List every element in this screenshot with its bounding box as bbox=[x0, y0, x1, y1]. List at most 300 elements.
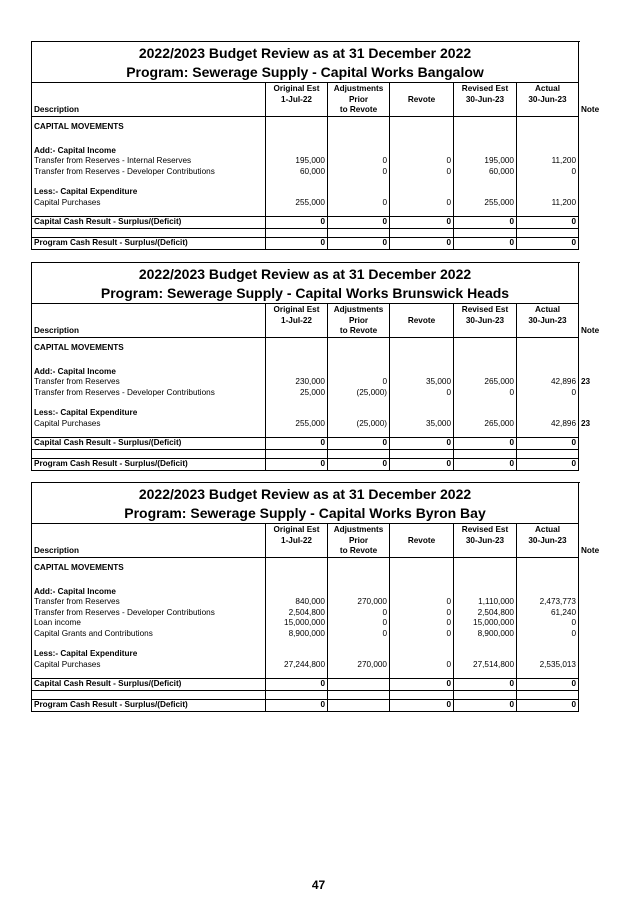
capital-cash-result-label: Capital Cash Result - Surplus/(Deficit) bbox=[32, 217, 266, 229]
line-item-adj: 0 bbox=[328, 198, 390, 209]
column-header-actual bbox=[517, 524, 579, 558]
line-item-revote: 0 bbox=[390, 198, 454, 209]
blank-cell bbox=[390, 177, 454, 187]
capital-movements-heading: CAPITAL MOVEMENTS bbox=[32, 116, 266, 140]
line-item-description: Transfer from Reserves - Developer Contributions bbox=[32, 167, 266, 178]
blank-cell bbox=[454, 187, 517, 198]
line-item-row bbox=[32, 597, 579, 608]
blank-cell bbox=[328, 208, 390, 217]
column-header-original-est-line: 1-Jul-22 bbox=[281, 315, 312, 325]
blank-cell bbox=[328, 367, 390, 378]
blank-cell bbox=[266, 116, 328, 140]
line-item-revote: 35,000 bbox=[390, 377, 454, 388]
column-header-original-est bbox=[266, 524, 328, 558]
capital-cash-result-revised: 0 bbox=[454, 217, 517, 229]
blank-cell bbox=[266, 208, 328, 217]
capital-cash-result-adj: 0 bbox=[328, 438, 390, 450]
program-cash-result-revised: 0 bbox=[454, 459, 517, 471]
line-item-actual: 11,200 bbox=[517, 156, 579, 167]
blank-cell bbox=[454, 177, 517, 187]
line-item-revote: 0 bbox=[390, 156, 454, 167]
capital-cash-result-actual: 0 bbox=[517, 438, 579, 450]
capital-cash-result-revote: 0 bbox=[390, 438, 454, 450]
line-item-adj: (25,000) bbox=[328, 419, 390, 430]
program-cash-result-label: Program Cash Result - Surplus/(Deficit) bbox=[32, 700, 266, 712]
blank-cell bbox=[517, 649, 579, 660]
blank-cell bbox=[390, 649, 454, 660]
line-item-row bbox=[32, 618, 579, 629]
line-item-orig: 27,244,800 bbox=[266, 660, 328, 671]
line-item-orig: 255,000 bbox=[266, 198, 328, 209]
blank-cell bbox=[328, 450, 390, 459]
blank-cell bbox=[328, 587, 390, 598]
line-item-revised: 27,514,800 bbox=[454, 660, 517, 671]
blank-cell bbox=[517, 146, 579, 157]
blank-cell bbox=[454, 557, 517, 581]
blank-cell bbox=[266, 639, 328, 649]
column-header-actual bbox=[517, 83, 579, 117]
column-header-original-est-line: Original Est bbox=[273, 84, 320, 93]
blank-cell bbox=[390, 187, 454, 198]
blank-cell bbox=[390, 691, 454, 700]
budget-table: 2022/2023 Budget Review as at 31 December 2022 Program: Sewerage Supply - Capital Works Bangalow Description Original Est 1-Jul-22 Adjustments Prior to Revote Revote Revised Est 30-Jun-23 Actual 30-Jun-23 Note CAPITAL MOVEMENTS Add:- Capital Income Transfer from Reserves - Internal Reserves 195,000 0 0 195,000 11,200 Transfer from Reserves - Developer Contributions 60,000 0 0 60,000 0 Less:- Capital Expenditure Capital Purchases 255,000 0 0 255,000 11,200 Capital Cash Result - Surplus/(Deficit) 0 0 0 0 0 Program Cash Result - Surplus/(Deficit) 0 0 0 0 0 bbox=[31, 41, 579, 250]
blank-cell bbox=[328, 691, 390, 700]
blank-cell bbox=[32, 229, 266, 238]
program-cash-result-adj: 0 bbox=[328, 238, 390, 250]
line-item-description: Capital Purchases bbox=[32, 198, 266, 209]
blank-cell bbox=[328, 639, 390, 649]
blank-cell bbox=[328, 177, 390, 187]
blank-cell bbox=[266, 429, 328, 438]
column-header-revised-est bbox=[454, 304, 517, 338]
line-item-row bbox=[32, 388, 579, 399]
line-item-row: Transfer from Reserves 230,000 0 35,000 265,000 42,896 23 bbox=[32, 377, 579, 388]
blank-cell bbox=[266, 367, 328, 378]
column-header-original-est-line: 1-Jul-22 bbox=[281, 535, 312, 545]
blank-cell bbox=[266, 691, 328, 700]
program-cash-result bbox=[32, 459, 579, 471]
line-item-revote: 0 bbox=[390, 167, 454, 178]
column-header-original-est-line: Original Est bbox=[273, 305, 320, 314]
capital-expenditure-heading-row bbox=[32, 408, 579, 419]
blank-cell bbox=[390, 116, 454, 140]
line-item-revote: 0 bbox=[390, 618, 454, 629]
capital-cash-result bbox=[32, 438, 579, 450]
line-item-row bbox=[32, 629, 579, 640]
blank-cell bbox=[32, 398, 266, 408]
blank-cell bbox=[328, 146, 390, 157]
capital-cash-result-adj bbox=[328, 679, 390, 691]
line-item-revised: 1,110,000 bbox=[454, 597, 517, 608]
line-item-orig: 25,000 bbox=[266, 388, 328, 399]
blank-cell bbox=[390, 398, 454, 408]
line-item-actual: 2,535,013 bbox=[517, 660, 579, 671]
blank-cell bbox=[266, 229, 328, 238]
blank-cell bbox=[390, 146, 454, 157]
blank-cell bbox=[517, 398, 579, 408]
blank-cell bbox=[266, 337, 328, 361]
blank-cell bbox=[32, 177, 266, 187]
column-header-revote: Revote bbox=[390, 304, 454, 338]
column-header-revised-est bbox=[454, 524, 517, 558]
capital-expenditure-heading: Less:- Capital Expenditure bbox=[32, 408, 266, 419]
blank-cell bbox=[266, 408, 328, 419]
blank-cell bbox=[328, 337, 390, 361]
line-item-orig: 15,000,000 bbox=[266, 618, 328, 629]
blank-cell bbox=[390, 408, 454, 419]
line-item-adj: 0 bbox=[328, 618, 390, 629]
line-item-row bbox=[32, 167, 579, 178]
blank-cell bbox=[328, 429, 390, 438]
line-item-description: Transfer from Reserves bbox=[32, 377, 266, 388]
line-item-description: Loan income bbox=[32, 618, 266, 629]
blank-cell bbox=[390, 229, 454, 238]
column-header-adjustments bbox=[328, 524, 390, 558]
blank-cell bbox=[328, 229, 390, 238]
capital-cash-result-orig: 0 bbox=[266, 679, 328, 691]
blank-cell bbox=[390, 429, 454, 438]
capital-movements-heading-row bbox=[32, 337, 579, 361]
column-header-revised-est-line: 30-Jun-23 bbox=[465, 315, 505, 325]
line-item-actual: 0 bbox=[517, 629, 579, 640]
line-item-orig: 230,000 bbox=[266, 377, 328, 388]
line-item-revised: 265,000 bbox=[454, 419, 517, 430]
blank-cell bbox=[328, 187, 390, 198]
column-header-adjustments-line: to Revote bbox=[339, 546, 378, 555]
column-header-adjustments-line: Adjustments bbox=[333, 305, 384, 314]
column-header-actual-line: Actual bbox=[534, 305, 561, 314]
line-item-description: Capital Purchases bbox=[32, 419, 266, 430]
capital-cash-result-actual: 0 bbox=[517, 217, 579, 229]
blank-cell bbox=[266, 557, 328, 581]
line-item-revised: 8,900,000 bbox=[454, 629, 517, 640]
blank-cell bbox=[517, 587, 579, 598]
column-header-description: Description bbox=[32, 304, 266, 338]
line-item-revised: 195,000 bbox=[454, 156, 517, 167]
blank-cell bbox=[32, 670, 266, 679]
column-header-revote: Revote bbox=[390, 524, 454, 558]
line-item-description: Capital Grants and Contributions bbox=[32, 629, 266, 640]
blank-cell bbox=[454, 367, 517, 378]
line-item-adj: 270,000 bbox=[328, 660, 390, 671]
line-item-description: Transfer from Reserves bbox=[32, 597, 266, 608]
line-item-revote: 0 bbox=[390, 608, 454, 619]
capital-cash-result-revised: 0 bbox=[454, 679, 517, 691]
blank-cell bbox=[517, 187, 579, 198]
blank-cell bbox=[390, 450, 454, 459]
blank-cell bbox=[517, 367, 579, 378]
line-item-actual: 42,896 bbox=[517, 377, 579, 388]
capital-income-heading: Add:- Capital Income bbox=[32, 367, 266, 378]
blank-cell bbox=[517, 557, 579, 581]
blank-cell bbox=[390, 587, 454, 598]
line-item-adj: (25,000) bbox=[328, 388, 390, 399]
capital-expenditure-heading-row bbox=[32, 649, 579, 660]
line-item-orig: 8,900,000 bbox=[266, 629, 328, 640]
blank-cell bbox=[328, 670, 390, 679]
line-item-orig: 255,000 bbox=[266, 419, 328, 430]
column-header-revised-est-line: 30-Jun-23 bbox=[465, 535, 505, 545]
report-title: 2022/2023 Budget Review as at 31 December 2022 bbox=[32, 263, 579, 285]
blank-cell bbox=[266, 450, 328, 459]
capital-income-heading-row bbox=[32, 367, 579, 378]
line-item-description: Transfer from Reserves - Developer Contributions bbox=[32, 388, 266, 399]
capital-cash-result-orig: 0 bbox=[266, 438, 328, 450]
spacer-row bbox=[32, 639, 579, 649]
capital-income-heading: Add:- Capital Income bbox=[32, 587, 266, 598]
capital-income-heading-row bbox=[32, 146, 579, 157]
line-item-revised: 2,504,800 bbox=[454, 608, 517, 619]
column-header-revote: Revote bbox=[390, 83, 454, 117]
program-title: Program: Sewerage Supply - Capital Works Bangalow bbox=[32, 63, 579, 83]
line-item-orig: 60,000 bbox=[266, 167, 328, 178]
program-cash-result-actual: 0 bbox=[517, 700, 579, 712]
program-cash-result-revised: 0 bbox=[454, 238, 517, 250]
blank-cell bbox=[454, 408, 517, 419]
line-item-revote: 35,000 bbox=[390, 419, 454, 430]
blank-cell bbox=[454, 429, 517, 438]
column-header-adjustments-line: to Revote bbox=[339, 105, 378, 114]
budget-table: 2022/2023 Budget Review as at 31 December 2022 Program: Sewerage Supply - Capital Works Brunswick Heads Description Original Est 1-Jul-22 Adjustments Prior to Revote Revote Revised Est 30-Jun-23 Actual 30-Jun-23 Note CAPITAL MOVEMENTS Add:- Capital Income Transfer from Reserves 230,000 0 35,000 265,000 42,896 23 Transfer from Reserves - Developer Contributions 25,000 (25,000) 0 0 0 Less:- Capital Expenditure Capital Purchases 255,000 (25,000) 35,000 265,000 42,896 23 Capital Cash Result - Surplus/(Deficit) 0 0 0 0 0 Program Cash Result - Surplus/(Deficit) 0 0 0 0 0 bbox=[31, 262, 579, 471]
capital-cash-result-label: Capital Cash Result - Surplus/(Deficit) bbox=[32, 438, 266, 450]
blank-cell bbox=[517, 408, 579, 419]
blank-cell bbox=[454, 208, 517, 217]
program-cash-result-adj bbox=[328, 700, 390, 712]
blank-cell bbox=[517, 450, 579, 459]
column-header-revised-est-line: Revised Est bbox=[461, 305, 509, 314]
capital-expenditure-heading-row bbox=[32, 187, 579, 198]
blank-cell bbox=[32, 208, 266, 217]
column-header-actual-line: Actual bbox=[534, 525, 561, 534]
line-item-actual: 42,896 bbox=[517, 419, 579, 430]
line-item-actual: 2,473,773 bbox=[517, 597, 579, 608]
column-header-adjustments-line: Prior bbox=[348, 535, 369, 545]
capital-cash-result-revote: 0 bbox=[390, 217, 454, 229]
program-cash-result bbox=[32, 700, 579, 712]
column-header-original-est-line: 1-Jul-22 bbox=[281, 94, 312, 104]
capital-movements-heading: CAPITAL MOVEMENTS bbox=[32, 557, 266, 581]
column-header-adjustments-line: to Revote bbox=[339, 326, 378, 335]
line-item-revised: 60,000 bbox=[454, 167, 517, 178]
line-item-row bbox=[32, 198, 579, 209]
budget-table: 2022/2023 Budget Review as at 31 December 2022 Program: Sewerage Supply - Capital Works Byron Bay Description Original Est 1-Jul-22 Adjustments Prior to Revote Revote Revised Est 30-Jun-23 Actual 30-Jun-23 Note CAPITAL MOVEMENTS Add:- Capital Income Transfer from Reserves 840,000 270,000 0 1,110,000 2,473,773 Transfer from Reserves - Developer Contributions 2,504,800 0 0 2,504,800 61,240 Loan income 15,000,000 0 0 15,000,000 0 Capital Grants and Contributions 8,900,000 0 0 8,900,000 0 Less:- Capital Expenditure Capital Purchases 27,244,800 270,000 0 27,514,800 2,535,013 Capital Cash Result - Surplus/(Deficit) 0 0 0 0 Program Cash Result - Surplus/(Deficit) 0 0 0 0 bbox=[31, 482, 579, 712]
blank-cell bbox=[390, 670, 454, 679]
line-item-actual: 0 bbox=[517, 167, 579, 178]
blank-cell bbox=[328, 116, 390, 140]
page-number: 47 bbox=[311, 878, 326, 892]
blank-cell bbox=[517, 429, 579, 438]
blank-cell bbox=[517, 208, 579, 217]
blank-cell bbox=[454, 229, 517, 238]
program-cash-result bbox=[32, 238, 579, 250]
program-cash-result-orig: 0 bbox=[266, 238, 328, 250]
column-header-revised-est-line: Revised Est bbox=[461, 525, 509, 534]
blank-cell bbox=[454, 670, 517, 679]
blank-cell bbox=[266, 587, 328, 598]
spacer-row bbox=[32, 450, 579, 459]
blank-cell bbox=[266, 187, 328, 198]
column-header-description: Description bbox=[32, 524, 266, 558]
program-cash-result-orig: 0 bbox=[266, 700, 328, 712]
line-item-revised: 0 bbox=[454, 388, 517, 399]
program-cash-result-label: Program Cash Result - Surplus/(Deficit) bbox=[32, 459, 266, 471]
blank-cell bbox=[517, 670, 579, 679]
line-item-revised: 255,000 bbox=[454, 198, 517, 209]
blank-cell bbox=[517, 639, 579, 649]
spacer-row bbox=[32, 429, 579, 438]
blank-cell bbox=[32, 639, 266, 649]
blank-cell bbox=[454, 649, 517, 660]
program-cash-result-revote: 0 bbox=[390, 700, 454, 712]
spacer-row bbox=[32, 229, 579, 238]
column-header-revised-est bbox=[454, 83, 517, 117]
capital-cash-result-orig: 0 bbox=[266, 217, 328, 229]
blank-cell bbox=[390, 337, 454, 361]
line-item-orig: 195,000 bbox=[266, 156, 328, 167]
line-item-actual: 11,200 bbox=[517, 198, 579, 209]
line-item-revote: 0 bbox=[390, 629, 454, 640]
line-item-adj: 270,000 bbox=[328, 597, 390, 608]
line-item-adj: 0 bbox=[328, 629, 390, 640]
capital-expenditure-heading: Less:- Capital Expenditure bbox=[32, 649, 266, 660]
capital-cash-result bbox=[32, 217, 579, 229]
program-cash-result-revote: 0 bbox=[390, 459, 454, 471]
budget-section bbox=[31, 262, 600, 471]
line-item-actual: 0 bbox=[517, 388, 579, 399]
column-header-revised-est-line: 30-Jun-23 bbox=[465, 94, 505, 104]
blank-cell bbox=[390, 639, 454, 649]
program-cash-result-actual: 0 bbox=[517, 238, 579, 250]
column-header-actual-line: 30-Jun-23 bbox=[528, 94, 567, 104]
budget-section bbox=[31, 482, 600, 712]
line-item-revote: 0 bbox=[390, 388, 454, 399]
blank-cell bbox=[517, 337, 579, 361]
column-header-revised-est-line: Revised Est bbox=[461, 84, 509, 93]
capital-cash-result-actual: 0 bbox=[517, 679, 579, 691]
blank-cell bbox=[454, 337, 517, 361]
spacer-row bbox=[32, 691, 579, 700]
blank-cell bbox=[454, 116, 517, 140]
column-header-original-est bbox=[266, 304, 328, 338]
column-header-adjustments-line: Prior bbox=[348, 315, 369, 325]
program-cash-result-actual: 0 bbox=[517, 459, 579, 471]
blank-cell bbox=[517, 229, 579, 238]
line-item-adj: 0 bbox=[328, 608, 390, 619]
capital-movements-heading-row bbox=[32, 116, 579, 140]
line-item-row bbox=[32, 660, 579, 671]
blank-cell bbox=[390, 208, 454, 217]
column-header-actual-line: Actual bbox=[534, 84, 561, 93]
column-header-adjustments bbox=[328, 304, 390, 338]
blank-cell bbox=[328, 408, 390, 419]
line-item-adj: 0 bbox=[328, 377, 390, 388]
column-header-original-est-line: Original Est bbox=[273, 525, 320, 534]
capital-income-heading-row bbox=[32, 587, 579, 598]
capital-cash-result bbox=[32, 679, 579, 691]
blank-cell bbox=[454, 398, 517, 408]
blank-cell bbox=[517, 116, 579, 140]
line-item-revote: 0 bbox=[390, 660, 454, 671]
capital-movements-heading-row bbox=[32, 557, 579, 581]
column-header-adjustments bbox=[328, 83, 390, 117]
column-header-original-est bbox=[266, 83, 328, 117]
blank-cell bbox=[454, 639, 517, 649]
capital-income-heading: Add:- Capital Income bbox=[32, 146, 266, 157]
line-item-adj: 0 bbox=[328, 156, 390, 167]
column-header-adjustments-line: Adjustments bbox=[333, 84, 384, 93]
line-item-description: Transfer from Reserves - Developer Contributions bbox=[32, 608, 266, 619]
spacer-row bbox=[32, 208, 579, 217]
line-item-adj: 0 bbox=[328, 167, 390, 178]
program-cash-result-revote: 0 bbox=[390, 238, 454, 250]
column-header-adjustments-line: Adjustments bbox=[333, 525, 384, 534]
line-item-row: Capital Purchases 255,000 (25,000) 35,000 265,000 42,896 23 bbox=[32, 419, 579, 430]
report-title: 2022/2023 Budget Review as at 31 December 2022 bbox=[32, 483, 579, 505]
capital-cash-result-revised: 0 bbox=[454, 438, 517, 450]
line-item-orig: 2,504,800 bbox=[266, 608, 328, 619]
blank-cell bbox=[32, 450, 266, 459]
blank-cell bbox=[454, 691, 517, 700]
blank-cell bbox=[517, 177, 579, 187]
blank-cell bbox=[266, 177, 328, 187]
program-cash-result-revised: 0 bbox=[454, 700, 517, 712]
budget-section bbox=[31, 41, 600, 250]
blank-cell bbox=[32, 691, 266, 700]
blank-cell bbox=[266, 398, 328, 408]
capital-cash-result-label: Capital Cash Result - Surplus/(Deficit) bbox=[32, 679, 266, 691]
line-item-row bbox=[32, 156, 579, 167]
blank-cell bbox=[328, 557, 390, 581]
line-item-revote: 0 bbox=[390, 597, 454, 608]
program-title: Program: Sewerage Supply - Capital Works Brunswick Heads bbox=[32, 284, 579, 304]
capital-expenditure-heading: Less:- Capital Expenditure bbox=[32, 187, 266, 198]
column-header-description: Description bbox=[32, 83, 266, 117]
column-header-actual-line: 30-Jun-23 bbox=[528, 535, 567, 545]
column-header-actual-line: 30-Jun-23 bbox=[528, 315, 567, 325]
program-cash-result-adj: 0 bbox=[328, 459, 390, 471]
blank-cell bbox=[390, 367, 454, 378]
line-item-orig: 840,000 bbox=[266, 597, 328, 608]
capital-cash-result-revote: 0 bbox=[390, 679, 454, 691]
blank-cell bbox=[266, 146, 328, 157]
line-item-revised: 15,000,000 bbox=[454, 618, 517, 629]
program-cash-result-label: Program Cash Result - Surplus/(Deficit) bbox=[32, 238, 266, 250]
blank-cell bbox=[454, 146, 517, 157]
line-item-revised: 265,000 bbox=[454, 377, 517, 388]
blank-cell bbox=[454, 450, 517, 459]
spacer-row bbox=[32, 670, 579, 679]
blank-cell bbox=[266, 670, 328, 679]
line-item-description: Capital Purchases bbox=[32, 660, 266, 671]
blank-cell bbox=[454, 587, 517, 598]
column-header-adjustments-line: Prior bbox=[348, 94, 369, 104]
blank-cell bbox=[517, 691, 579, 700]
program-title: Program: Sewerage Supply - Capital Works Byron Bay bbox=[32, 504, 579, 524]
column-header-actual bbox=[517, 304, 579, 338]
report-title: 2022/2023 Budget Review as at 31 December 2022 bbox=[32, 42, 579, 64]
blank-cell bbox=[32, 429, 266, 438]
line-item-actual: 61,240 bbox=[517, 608, 579, 619]
capital-cash-result-adj: 0 bbox=[328, 217, 390, 229]
line-item-row bbox=[32, 608, 579, 619]
blank-cell bbox=[328, 398, 390, 408]
blank-cell bbox=[328, 649, 390, 660]
line-item-actual: 0 bbox=[517, 618, 579, 629]
blank-cell bbox=[266, 649, 328, 660]
spacer-row bbox=[32, 177, 579, 187]
line-item-description: Transfer from Reserves - Internal Reserves bbox=[32, 156, 266, 167]
program-cash-result-orig: 0 bbox=[266, 459, 328, 471]
